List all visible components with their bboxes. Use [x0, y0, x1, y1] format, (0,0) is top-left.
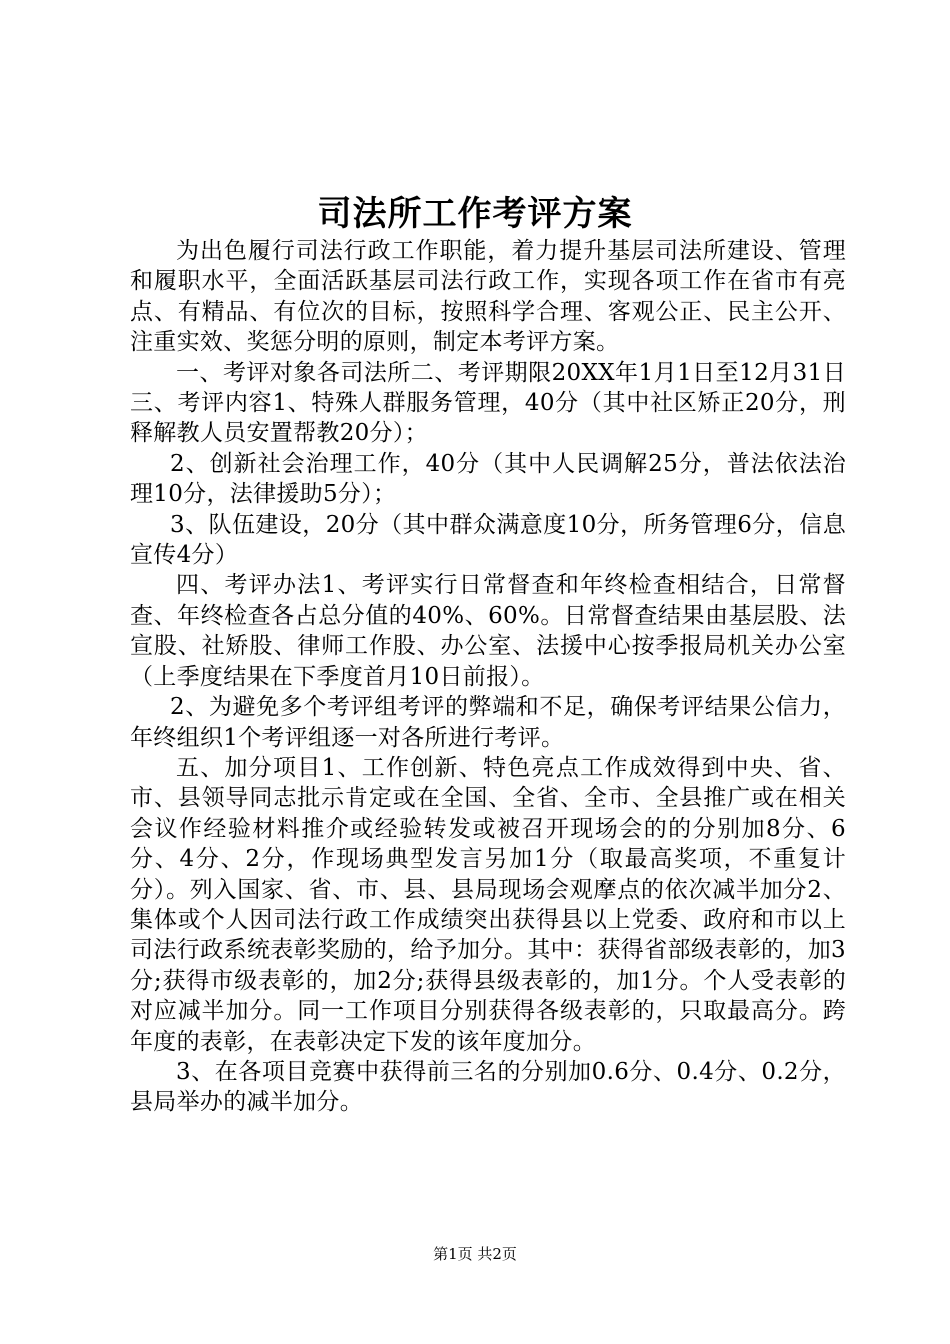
page-number: 第1页 共2页 [433, 1245, 517, 1263]
paragraph-intro: 为出色履行司法行政工作职能，着力提升基层司法所建设、管理和履职水平，全面活跃基层司法行政工作，实现各项工作在省市有亮点、有精品、有位次的目标，按照科学合理、客观公正、民主公开、注重实效、奖惩分明的原则，制定本考评方案。 [130, 238, 846, 356]
paragraph-section-4-item-2: 2、为避免多个考评组考评的弊端和不足，确保考评结果公信力，年终组织1个考评组逐一对各所进行考评。 [130, 694, 846, 751]
document-body [130, 236, 846, 1118]
paragraph-section-4: 四、考评办法1、考评实行日常督查和年终检查相结合，日常督查、年终检查各占总分值的40%、60%。日常督查结果由基层股、法宣股、社矫股、律师工作股、办公室、法援中心按季报局机关办公室（上季度结果在下季度首月10日前报）。 [130, 572, 846, 690]
paragraph-item-2: 2、创新社会治理工作，40分（其中人民调解25分，普法依法治理10分，法律援助5分）； [130, 450, 846, 508]
paragraph-section-5-item-3: 3、在各项目竞赛中获得前三名的分别加0.6分、0.4分、0.2分，县局举办的减半加分。 [130, 1058, 846, 1116]
document-title: 司法所工作考评方案 [317, 194, 633, 234]
paragraph-section-5: 五、加分项目1、工作创新、特色亮点工作成效得到中央、省、市、县领导同志批示肯定或在全国、全省、全市、全县推广或在相关会议作经验材料推介或经验转发或被召开现场会的的分别加8分、6分、4分、2分，作现场典型发言另加1分（取最高奖项，不重复计分）。列入国家、省、市、县、县局现场会观摩点的依次减半加分2、集体或个人因司法行政工作成绩突出获得县以上党委、政府和市以上司法行政系统表彰奖励的，给予加分。其中：获得省部级表彰的，加3分;获得市级表彰的，加2分;获得县级表彰的，加1分。个人受表彰的对应减半加分。同一工作项目分别获得各级表彰的，只取最高分。跨年度的表彰，在表彰决定下发的该年度加分。 [130, 754, 846, 1055]
paragraph-item-3: 3、队伍建设，20分（其中群众满意度10分，所务管理6分，信息宣传4分） [130, 511, 846, 569]
paragraph-section-1-3: 一、考评对象各司法所二、考评期限20XX年1月1日至12月31日三、考评内容1、特殊人群服务管理，40分（其中社区矫正20分，刑释解教人员安置帮教20分）； [130, 359, 846, 447]
